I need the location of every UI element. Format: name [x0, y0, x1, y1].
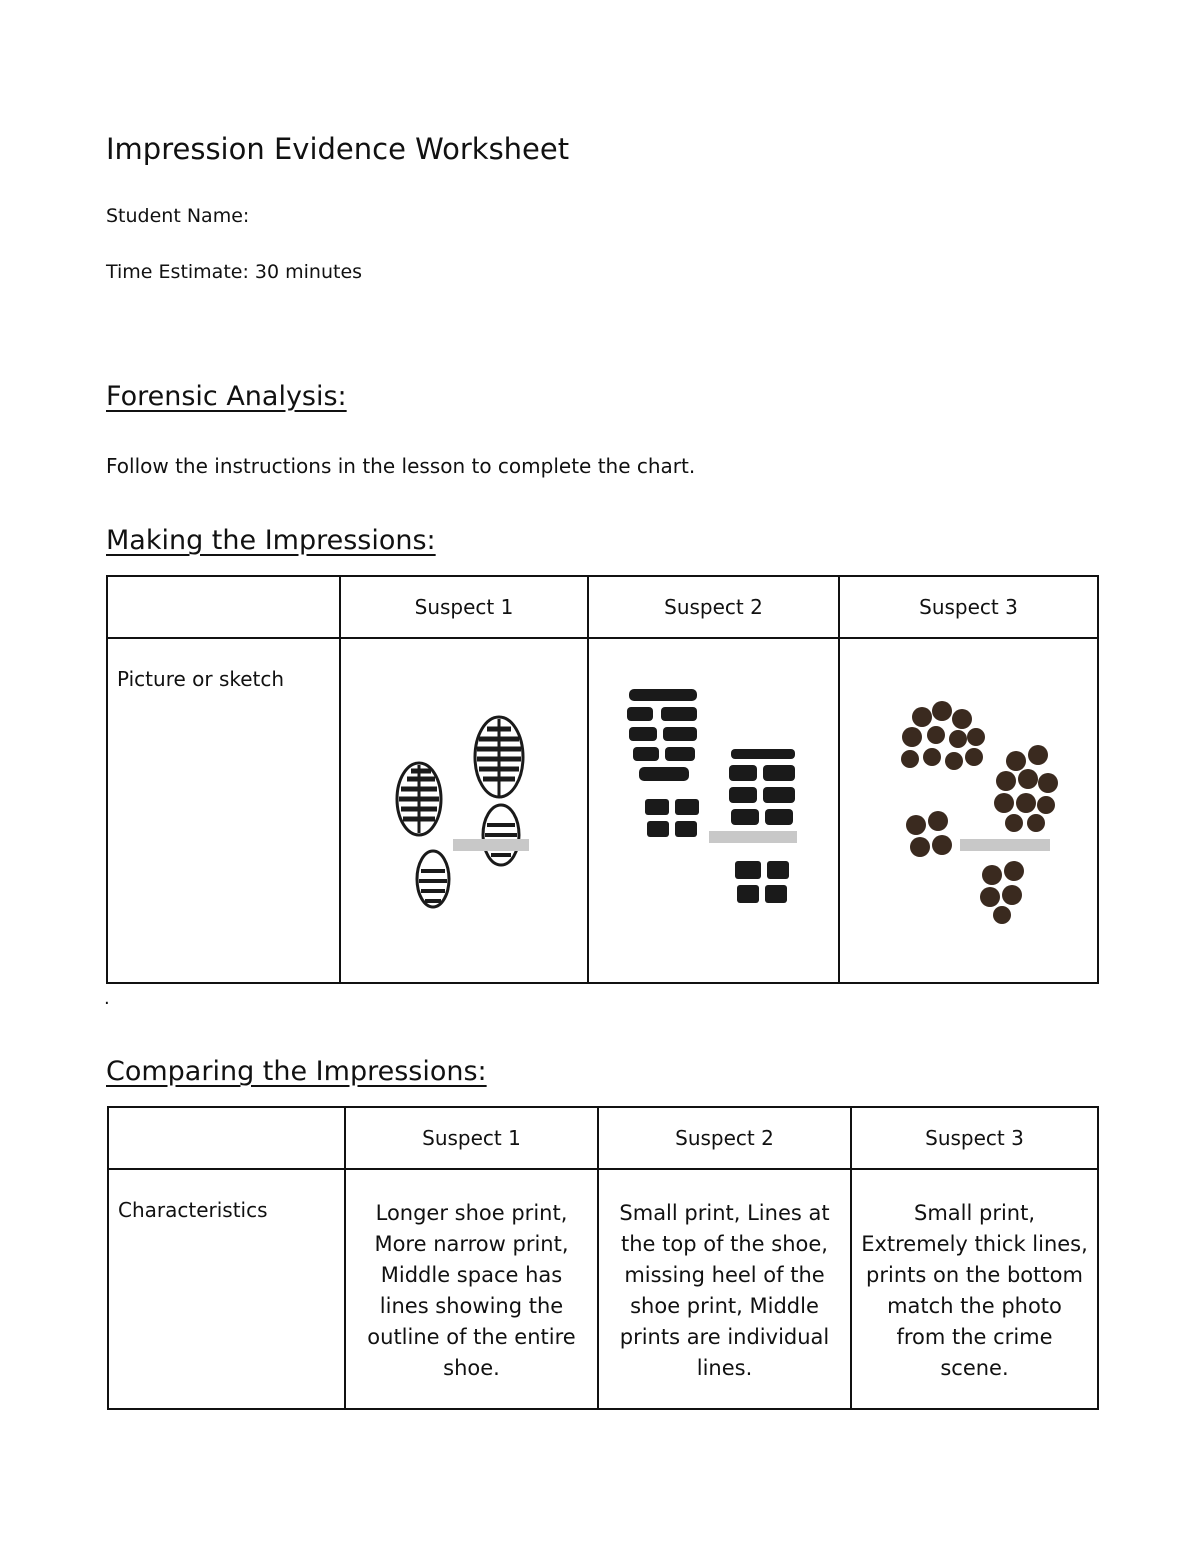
header-cell-suspect-3: Suspect 3 [851, 1107, 1098, 1169]
header-cell-suspect-3: Suspect 3 [839, 576, 1098, 638]
page-title: Impression Evidence Worksheet [106, 132, 570, 166]
picture-cell-suspect-2 [588, 638, 839, 983]
section-comparing-heading: Comparing the Impressions: [106, 1056, 487, 1087]
student-name-label: Student Name: [106, 205, 250, 227]
characteristics-cell-suspect-1: Longer shoe print, More narrow print, Middle space has lines showing the outline of the entire shoe. [345, 1169, 598, 1409]
section-forensic-heading: Forensic Analysis: [106, 381, 347, 412]
instructions-text: Follow the instructions in the lesson to complete the chart. [106, 454, 696, 478]
shoe-print-suspect-3-image [840, 639, 1097, 982]
section-making-heading: Making the Impressions: [106, 525, 436, 556]
header-cell-suspect-1: Suspect 1 [345, 1107, 598, 1169]
comparing-impressions-table [107, 1106, 1099, 1410]
header-cell-suspect-1: Suspect 1 [340, 576, 588, 638]
row-label-picture: Picture or sketch [107, 638, 340, 983]
table-row-characteristics [108, 1169, 1098, 1409]
shoe-print-suspect-2-image [589, 639, 838, 982]
time-estimate: Time Estimate: 30 minutes [106, 261, 363, 283]
table-header-row [108, 1107, 1098, 1169]
header-cell-empty [108, 1107, 345, 1169]
characteristics-cell-suspect-2: Small print, Lines at the top of the shoe, missing heel of the shoe print, Middle prints are individual lines. [598, 1169, 851, 1409]
header-cell-suspect-2: Suspect 2 [598, 1107, 851, 1169]
characteristics-cell-suspect-3: Small print, Extremely thick lines, prints on the bottom match the photo from the crime scene. [851, 1169, 1098, 1409]
separator-dot: . [104, 988, 110, 1009]
picture-cell-suspect-3 [839, 638, 1098, 983]
table-row-picture [107, 638, 1098, 983]
table-header-row [107, 576, 1098, 638]
picture-cell-suspect-1 [340, 638, 588, 983]
header-cell-suspect-2: Suspect 2 [588, 576, 839, 638]
row-label-characteristics: Characteristics [108, 1169, 345, 1409]
shoe-print-suspect-1-image [341, 639, 587, 982]
header-cell-empty [107, 576, 340, 638]
making-impressions-table [106, 575, 1099, 984]
